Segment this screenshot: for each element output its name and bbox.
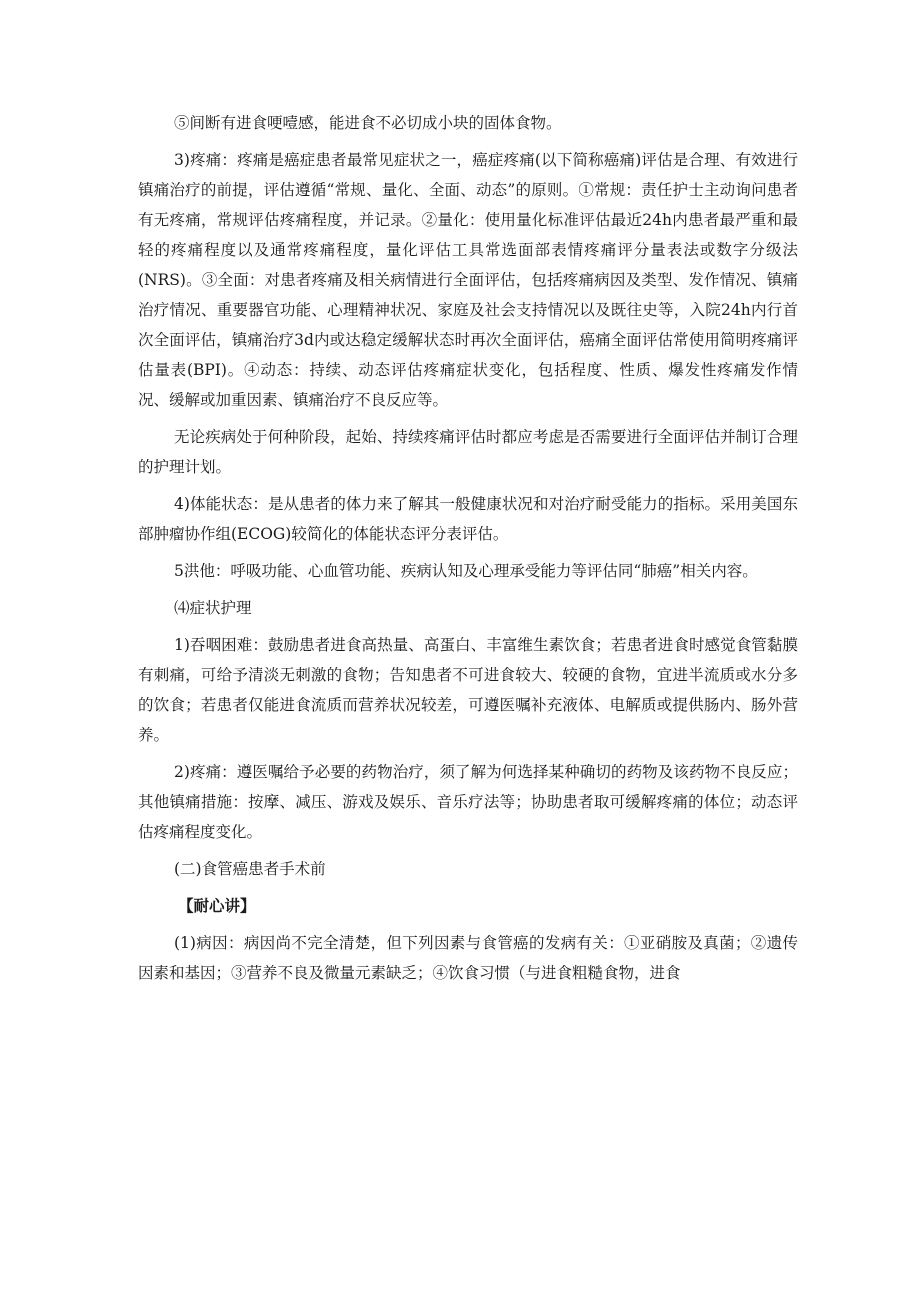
paragraph: 4)体能状态：是从患者的体力来了解其一般健康状况和对治疗耐受能力的指标。采用美国东部肿瘤协作组(ECOG)较简化的体能状态评分表评估。 — [138, 495, 798, 543]
paragraph: 2)疼痛：遵医嘱给予必要的药物治疗，须了解为何选择某种确切的药物及该药物不良反应；其他镇痛措施：按摩、减压、游戏及娱乐、音乐疗法等；协助患者取可缓解疼痛的体位；动态评估疼痛程度变化。 — [138, 763, 798, 841]
section-heading: (二)食管癌患者手术前 — [174, 860, 326, 878]
document-page — [138, 108, 798, 995]
paragraph: 5洪他：呼吸功能、心血管功能、疾病认知及心理承受能力等评估同“肺癌”相关内容。 — [174, 562, 758, 580]
subsection-heading: 【耐心讲】 — [178, 896, 256, 915]
paragraph: ⑤间断有进食哽噎感，能进食不必切成小块的固体食物。 — [174, 114, 562, 132]
paragraph: 3)疼痛：疼痛是癌症患者最常见症状之一，癌症疼痛(以下简称癌痛)评估是合理、有效进行镇痛治疗的前提，评估遵循“常规、量化、全面、动态”的原则。①常规：责任护士主动询问患者有无疼痛，常规评估疼痛程度，并记录。②量化：使用量化标准评估最近24h内患者最严重和最轻的疼痛程度以及通常疼痛程度，量化评估工具常选面部表情疼痛评分量表法或数字分级法(NRS)。③全面：对患者疼痛及相关病情进行全面评估，包括疼痛病因及类型、发作情况、镇痛治疗情况、重要器官功能、心理精神状况、家庭及社会支持情况以及既往史等，入院24h内行首次全面评估，镇痛治疗3d内或达稳定缓解状态时再次全面评估，癌痛全面评估常使用简明疼痛评估量表(BPI)。④动态：持续、动态评估疼痛症状变化，包括程度、性质、爆发性疼痛发作情况、缓解或加重因素、镇痛治疗不良反应等。 — [138, 151, 798, 409]
section-heading: ⑷症状护理 — [174, 599, 252, 617]
paragraph: (1)病因：病因尚不完全清楚，但下列因素与食管癌的发病有关：①亚硝胺及真菌；②遗传因素和基因；③营养不良及微量元素缺乏；④饮食习惯（与进食粗糙食物，进食 — [138, 934, 798, 982]
paragraph: 1)吞咽困难：鼓励患者进食高热量、高蛋白、丰富维生素饮食；若患者进食时感觉食管黏膜有刺痛，可给予清淡无刺激的食物；告知患者不可进食较大、较硬的食物，宜进半流质或水分多的饮食；若患者仅能进食流质而营养状况较差，可遵医嘱补充液体、电解质或提供肠内、肠外营养。 — [138, 636, 798, 744]
paragraph: 无论疾病处于何种阶段，起始、持续疼痛评估时都应考虑是否需要进行全面评估并制订合理的护理计划。 — [138, 428, 798, 476]
